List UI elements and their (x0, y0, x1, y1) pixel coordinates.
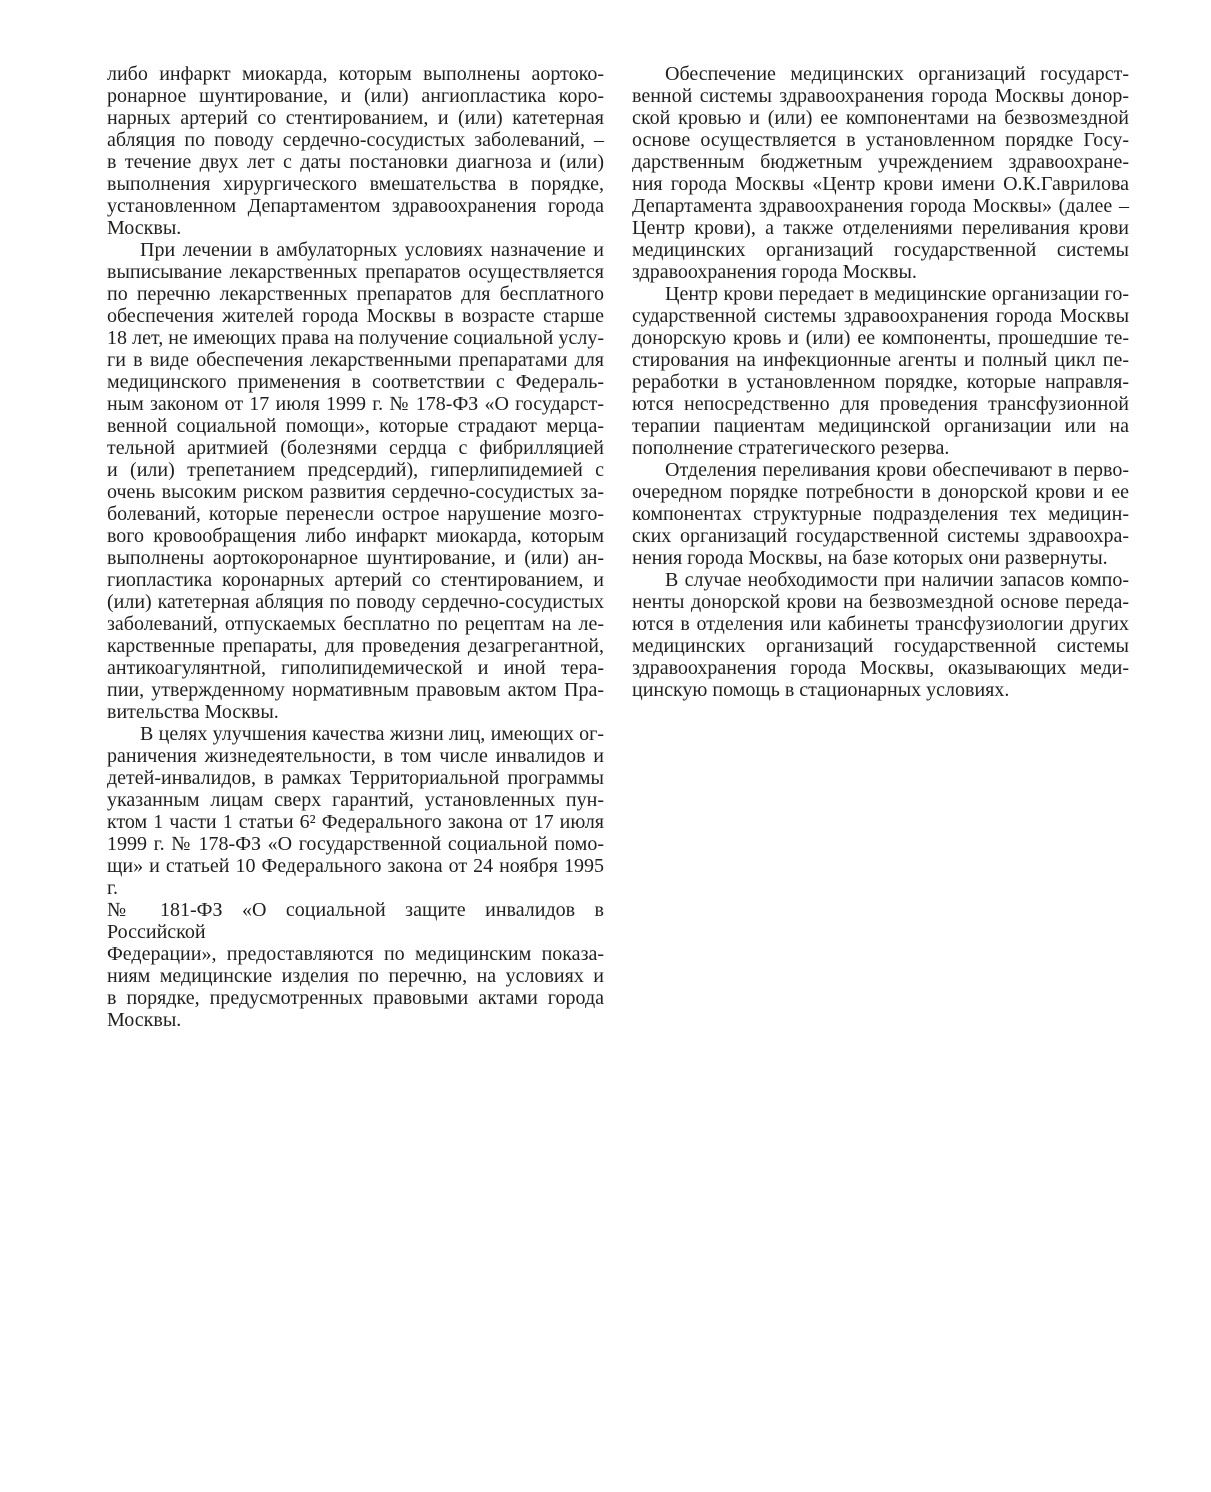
text-line: здравоохранения города Москвы, оказывающих меди- (632, 657, 1129, 679)
text-line: абляция по поводу сердечно-сосудистых заболеваний, – (107, 129, 604, 151)
text-line: реработки в установленном порядке, которые направля- (632, 371, 1129, 393)
text-line: Федерации», предоставляются по медицинским показа- (107, 943, 604, 965)
text-column-right (632, 63, 1129, 1031)
text-line: основе осуществляется в установленном порядке Госу- (632, 129, 1129, 151)
text-line: болеваний, которые перенесли острое нарушение мозго- (107, 503, 604, 525)
text-line: пополнение стратегического резерва. (632, 437, 950, 459)
text-line: пии, утвержденному нормативным правовым актом Пра- (107, 679, 604, 701)
text-line: выполнения хирургического вмешательства в порядке, (107, 173, 604, 195)
text-line: Отделения переливания крови обеспечивают в перво- (665, 459, 1129, 481)
text-line: установленном Департаментом здравоохранения города (107, 195, 604, 217)
text-line: ронарное шунтирование, и (или) ангиопластика коро- (107, 85, 604, 107)
text-line: медицинских организаций государственной системы (632, 239, 1129, 261)
text-line: Москвы. (107, 217, 182, 239)
text-line: очень высоким риском развития сердечно-сосудистых за- (107, 481, 604, 503)
text-line: гиопластика коронарных артерий со стентированием, и (107, 569, 604, 591)
text-line: обеспечения жителей города Москвы в возрасте старше (107, 305, 604, 327)
text-line: антикоагулянтной, гиполипидемической и иной тера- (107, 657, 604, 679)
text-line: Центр крови передает в медицинские организации го- (665, 283, 1129, 305)
text-line: стирования на инфекционные агенты и полный цикл пе- (632, 349, 1129, 371)
text-line: нения города Москвы, на базе которых они развернуты. (632, 547, 1108, 569)
text-line: ются в отделения или кабинеты трансфузиологии других (632, 613, 1129, 635)
text-line: детей-инвалидов, в рамках Территориальной программы (107, 767, 604, 789)
text-line: медицинских организаций государственной системы (632, 635, 1129, 657)
text-line: в течение двух лет с даты постановки диагноза и (или) (107, 151, 604, 173)
text-line: ниям медицинские изделия по перечню, на условиях и (107, 965, 604, 987)
text-line: венной социальной помощи», которые страдают мерца- (107, 415, 604, 437)
text-line: либо инфаркт миокарда, которым выполнены аортоко- (107, 63, 604, 85)
paragraph (107, 239, 604, 723)
text-line: венной системы здравоохранения города Москвы донор- (632, 85, 1129, 107)
paragraph (632, 459, 1129, 569)
paragraph (107, 723, 604, 1031)
text-line: раничения жизнедеятельности, в том числе инвалидов и (107, 745, 604, 767)
text-line: выписывание лекарственных препаратов осуществляется (107, 261, 604, 283)
text-line: выполнены аортокоронарное шунтирование, и (или) ан- (107, 547, 604, 569)
text-line: компонентах структурные подразделения тех медицин- (632, 503, 1129, 525)
text-line: Департамента здравоохранения города Москвы» (далее – (632, 195, 1129, 217)
text-line: ктом 1 части 1 статьи 6² Федерального закона от 17 июля (107, 811, 604, 833)
text-line: указанным лицам сверх гарантий, установленных пун- (107, 789, 604, 811)
text-line: донорскую кровь и (или) ее компоненты, прошедшие те- (632, 327, 1129, 349)
text-line: цинскую помощь в стационарных условиях. (632, 679, 1010, 701)
text-line: ния города Москвы «Центр крови имени О.К.Гаврилова (632, 173, 1129, 195)
text-line: Обеспечение медицинских организаций государст- (665, 63, 1129, 85)
text-line: Москвы. (107, 1009, 182, 1031)
text-line: дарственным бюджетным учреждением здравоохране- (632, 151, 1129, 173)
text-line: и (или) трепетанием предсердий), гиперлипидемией с (107, 459, 604, 481)
text-column-left (107, 63, 604, 1031)
text-columns (107, 63, 1129, 1031)
text-line: Центр крови), а также отделениями переливания крови (632, 217, 1129, 239)
text-line: здравоохранения города Москвы. (632, 261, 917, 283)
text-line: заболеваний, отпускаемых бесплатно по рецептам на ле- (107, 613, 604, 635)
text-line: тельной аритмией (болезнями сердца с фибрилляцией (107, 437, 604, 459)
text-line: ской кровью и (или) ее компонентами на безвозмездной (632, 107, 1129, 129)
text-line: № 181-ФЗ «О социальной защите инвалидов в Российской (107, 899, 604, 943)
paragraph (632, 283, 1129, 459)
text-line: вительства Москвы. (107, 701, 279, 723)
text-line: 1999 г. № 178-ФЗ «О государственной социальной помо- (107, 833, 604, 855)
text-line: В случае необходимости при наличии запасов компо- (665, 569, 1129, 591)
text-line: нарных артерий со стентированием, и (или) катетерная (107, 107, 604, 129)
text-line: по перечню лекарственных препаратов для бесплатного (107, 283, 604, 305)
text-line: ным законом от 17 июля 1999 г. № 178-ФЗ «О государст- (107, 393, 604, 415)
text-line: ненты донорской крови на безвозмездной основе переда- (632, 591, 1129, 613)
text-line: В целях улучшения качества жизни лиц, имеющих ог- (140, 723, 604, 745)
text-line: очередном порядке потребности в донорской крови и ее (632, 481, 1129, 503)
paragraph (632, 63, 1129, 283)
text-line: ских организаций государственной системы здравоохра- (632, 525, 1129, 547)
paragraph (107, 63, 604, 239)
text-line: (или) катетерная абляция по поводу сердечно-сосудистых (107, 591, 604, 613)
text-line: 18 лет, не имеющих права на получение социальной услу- (107, 327, 604, 349)
text-line: ются непосредственно для проведения трансфузионной (632, 393, 1129, 415)
text-line: терапии пациентам медицинской организации или на (632, 415, 1129, 437)
text-line: сударственной системы здравоохранения города Москвы (632, 305, 1129, 327)
text-line: карственные препараты, для проведения дезагрегантной, (107, 635, 604, 657)
text-line: ги в виде обеспечения лекарственными препаратами для (107, 349, 604, 371)
paragraph (632, 569, 1129, 701)
text-line: в порядке, предусмотренных правовыми актами города (107, 987, 604, 1009)
text-line: вого кровообращения либо инфаркт миокарда, которым (107, 525, 604, 547)
text-line: При лечении в амбулаторных условиях назначение и (140, 239, 604, 261)
text-line: медицинского применения в соответствии с Федераль- (107, 371, 604, 393)
text-line: щи» и статьей 10 Федерального закона от 24 ноября 1995 г. (107, 855, 604, 899)
